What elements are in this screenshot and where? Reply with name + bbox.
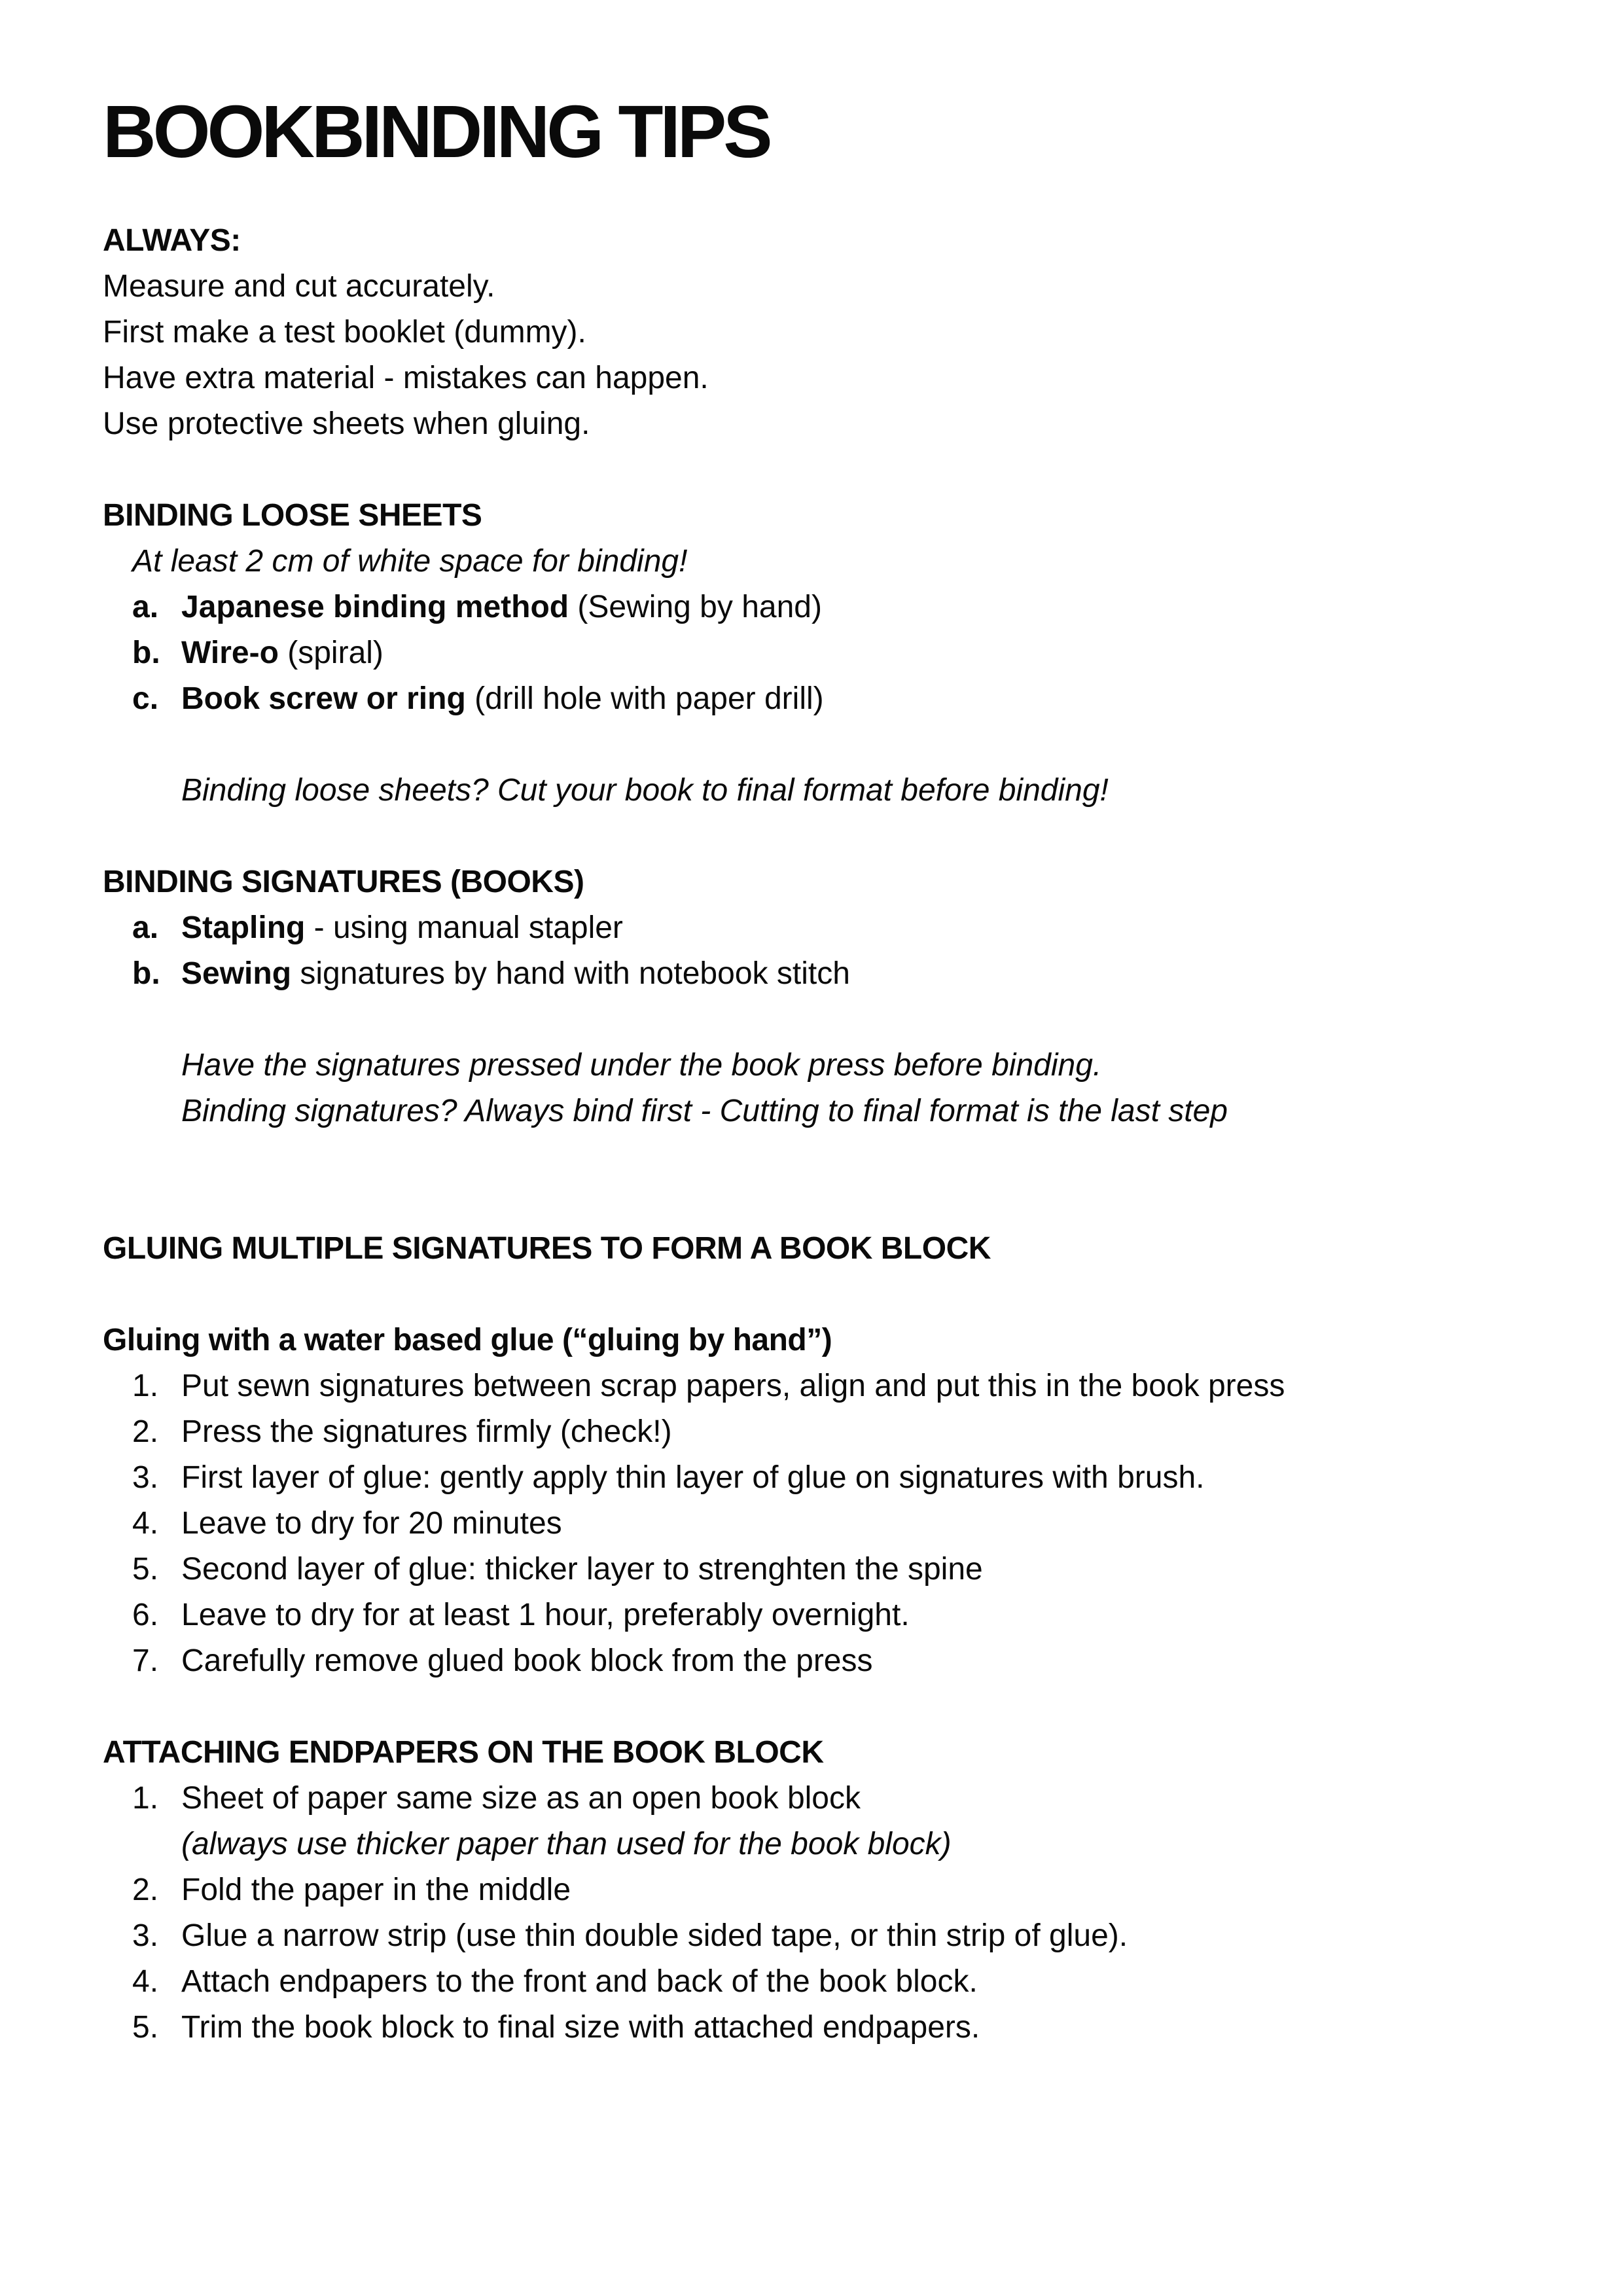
tip-line: Use protective sheets when gluing. (103, 406, 590, 441)
step-number: 5. (132, 1552, 159, 1587)
italic-note: Have the signatures pressed under the book press before binding. (181, 1048, 1102, 1083)
step-item (103, 1547, 1543, 1592)
spacer (103, 1180, 1543, 1226)
item-detail: (drill hole with paper drill) (465, 681, 824, 716)
step-text: Leave to dry for 20 minutes (181, 1506, 562, 1541)
section-signatures (103, 859, 1543, 1134)
step-item (103, 1363, 1543, 1409)
section-always (103, 218, 1543, 447)
step-number: 1. (132, 1781, 159, 1816)
step-item (103, 1592, 1543, 1638)
item-label: Sewing (181, 956, 292, 991)
item-label: Book screw or ring (181, 681, 466, 716)
step-item (103, 1776, 1543, 1821)
section-loose-sheets (103, 493, 1543, 814)
step-number: 5. (132, 2010, 159, 2045)
list-item (103, 905, 1543, 951)
italic-note: Binding loose sheets? Cut your book to final format before binding! (181, 773, 1109, 808)
item-label: Stapling (181, 910, 306, 945)
document-page (103, 0, 1543, 2051)
step-number: 4. (132, 1964, 159, 1999)
step-text: Attach endpapers to the front and back of the book block. (181, 1964, 978, 1999)
list-marker: a. (132, 910, 159, 945)
step-subnote: (always use thicker paper than used for the book block) (181, 1827, 952, 1861)
item-detail: - using manual stapler (305, 910, 623, 945)
step-number: 7. (132, 1643, 159, 1678)
spacer (103, 1134, 1543, 1180)
step-item (103, 1409, 1543, 1455)
step-text: Second layer of glue: thicker layer to strenghten the spine (181, 1552, 983, 1587)
step-item (103, 1455, 1543, 1501)
list-item (103, 951, 1543, 997)
item-detail: (Sewing by hand) (569, 590, 822, 624)
step-text: Sheet of paper same size as an open book block (181, 1781, 861, 1816)
step-text: Put sewn signatures between scrap papers, align and put this in the book press (181, 1369, 1285, 1403)
spacer (103, 1684, 1543, 1730)
list-item (103, 584, 1543, 630)
document-body (103, 218, 1543, 2051)
step-text: Fold the paper in the middle (181, 1873, 571, 1907)
step-number: 3. (132, 1460, 159, 1495)
list-item (103, 676, 1543, 722)
spacer (103, 1272, 1543, 1318)
spacer (103, 447, 1543, 493)
step-number: 2. (132, 1414, 159, 1449)
step-number: 3. (132, 1918, 159, 1953)
tip-line: First make a test booklet (dummy). (103, 315, 586, 350)
page-title: BOOKBINDING TIPS (103, 90, 770, 173)
step-item (103, 1913, 1543, 1959)
item-detail: signatures by hand with notebook stitch (291, 956, 850, 991)
list-marker: a. (132, 590, 159, 624)
section-heading: ATTACHING ENDPAPERS ON THE BOOK BLOCK (103, 1735, 824, 1770)
spacer (103, 997, 1543, 1043)
step-item (103, 2005, 1543, 2051)
section-endpapers (103, 1730, 1543, 2051)
section-heading: ALWAYS: (103, 223, 241, 258)
step-number: 2. (132, 1873, 159, 1907)
step-text: Glue a narrow strip (use thin double sided tape, or thin strip of glue). (181, 1918, 1128, 1953)
section-gluing (103, 1226, 1543, 1684)
italic-note: At least 2 cm of white space for binding! (132, 544, 688, 579)
tip-line: Have extra material - mistakes can happen. (103, 361, 709, 395)
step-text: Press the signatures firmly (check!) (181, 1414, 672, 1449)
spacer (103, 722, 1543, 768)
list-marker: b. (132, 636, 160, 670)
step-item (103, 1638, 1543, 1684)
list-item (103, 630, 1543, 676)
section-heading: GLUING MULTIPLE SIGNATURES TO FORM A BOOK BLOCK (103, 1231, 991, 1266)
list-marker: b. (132, 956, 160, 991)
section-heading: BINDING SIGNATURES (BOOKS) (103, 865, 584, 899)
step-number: 6. (132, 1598, 159, 1632)
tip-line: Measure and cut accurately. (103, 269, 495, 304)
spacer (103, 814, 1543, 859)
section-heading: BINDING LOOSE SHEETS (103, 498, 482, 533)
step-item (103, 1501, 1543, 1547)
step-text: Carefully remove glued book block from the press (181, 1643, 873, 1678)
step-number: 1. (132, 1369, 159, 1403)
italic-note: Binding signatures? Always bind first - Cutting to final format is the last step (181, 1094, 1228, 1128)
item-label: Japanese binding method (181, 590, 569, 624)
step-item (103, 1867, 1543, 1913)
step-text: First layer of glue: gently apply thin layer of glue on signatures with brush. (181, 1460, 1205, 1495)
list-marker: c. (132, 681, 159, 716)
section-subheading: Gluing with a water based glue (“gluing by hand”) (103, 1323, 832, 1357)
step-item (103, 1959, 1543, 2005)
item-label: Wire-o (181, 636, 279, 670)
item-detail: (spiral) (278, 636, 383, 670)
step-number: 4. (132, 1506, 159, 1541)
step-text: Leave to dry for at least 1 hour, preferably overnight. (181, 1598, 910, 1632)
step-text: Trim the book block to final size with attached endpapers. (181, 2010, 980, 2045)
